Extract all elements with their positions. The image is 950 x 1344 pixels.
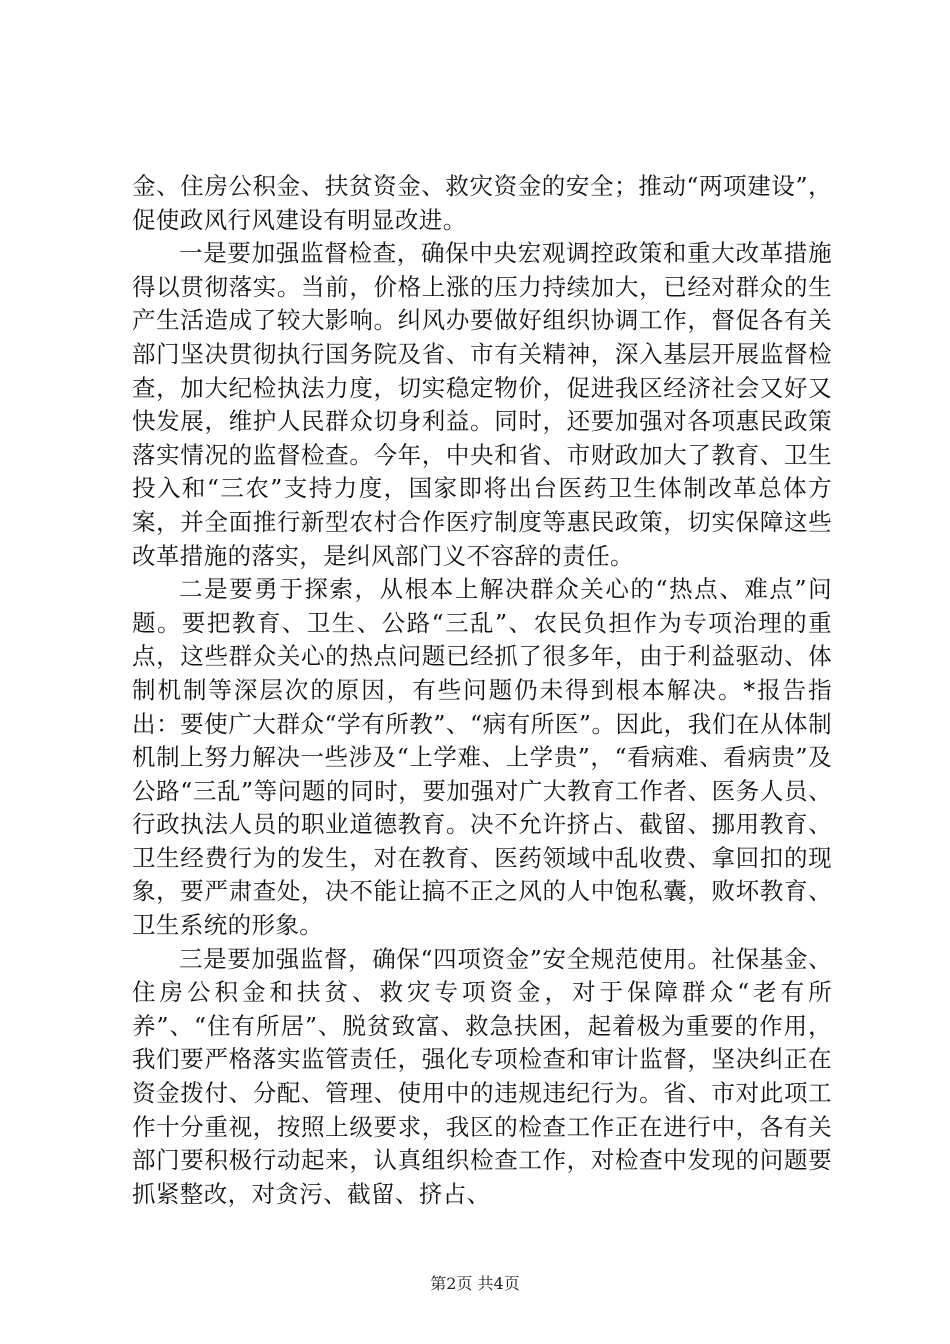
paragraph-one: 一是要加强监督检查，确保中央宏观调控政策和重大改革措施得以贯彻落实。当前，价格上涨的压力持续加大，已经对群众的生产生活造成了较大影响。纠风办要做好组织协调工作，督促各有关部门坚决贯彻执行国务院及省、市有关精神，深入基层开展监督检查，加大纪检执法力度，切实稳定物价，促进我区经济社会又好又快发展，维护人民群众切身利益。同时，还要加强对各项惠民政策落实情况的监督检查。今年，中央和省、市财政加大了教育、卫生投入和“三农”支持力度，国家即将出台医药卫生体制改革总体方案，并全面推行新型农村合作医疗制度等惠民政策，切实保障这些改革措施的落实，是纠风部门义不容辞的责任。 — [132, 239, 832, 570]
paragraph-continuation: 金、住房公积金、扶贫资金、救灾资金的安全；推动“两项建设”，促使政风行风建设有明显改进。 — [132, 172, 832, 234]
page-number-label: 第2页 共4页 — [430, 1274, 520, 1293]
document-body — [132, 170, 832, 1211]
paragraph-three: 三是要加强监督，确保“四项资金”安全规范使用。社保基金、住房公积金和扶贫、救灾专项资金，对于保障群众“老有所养”、“住有所居”、脱贫致富、救急扶困，起着极为重要的作用，我们要严格落实监管责任，强化专项检查和审计监督，坚决纠正在资金拨付、分配、管理、使用中的违规违纪行为。省、市对此项工作十分重视，按照上级要求，我区的检查工作正在进行中，各有关部门要积极行动起来，认真组织检查工作，对检查中发现的问题要抓紧整改，对贪污、截留、挤占、 — [132, 944, 832, 1208]
paragraph-two: 二是要勇于探索，从根本上解决群众关心的“热点、难点”问题。要把教育、卫生、公路“三乱”、农民负担作为专项治理的重点，这些群众关心的热点问题已经抓了很多年，由于利益驱动、体制机制等深层次的原因，有些问题仍未得到根本解决。*报告指出：要使广大群众“学有所教”、“病有所医”。因此，我们在从体制机制上努力解决一些涉及“上学难、上学贵”，“看病难、看病贵”及公路“三乱”等问题的同时，要加强对广大教育工作者、医务人员、行政执法人员的职业道德教育。决不允许挤占、截留、挪用教育、卫生经费行为的发生，对在教育、医药领域中乱收费、拿回扣的现象，要严肃查处，决不能让搞不正之风的人中饱私囊，败坏教育、卫生系统的形象。 — [132, 575, 832, 940]
page-footer — [0, 1274, 950, 1294]
